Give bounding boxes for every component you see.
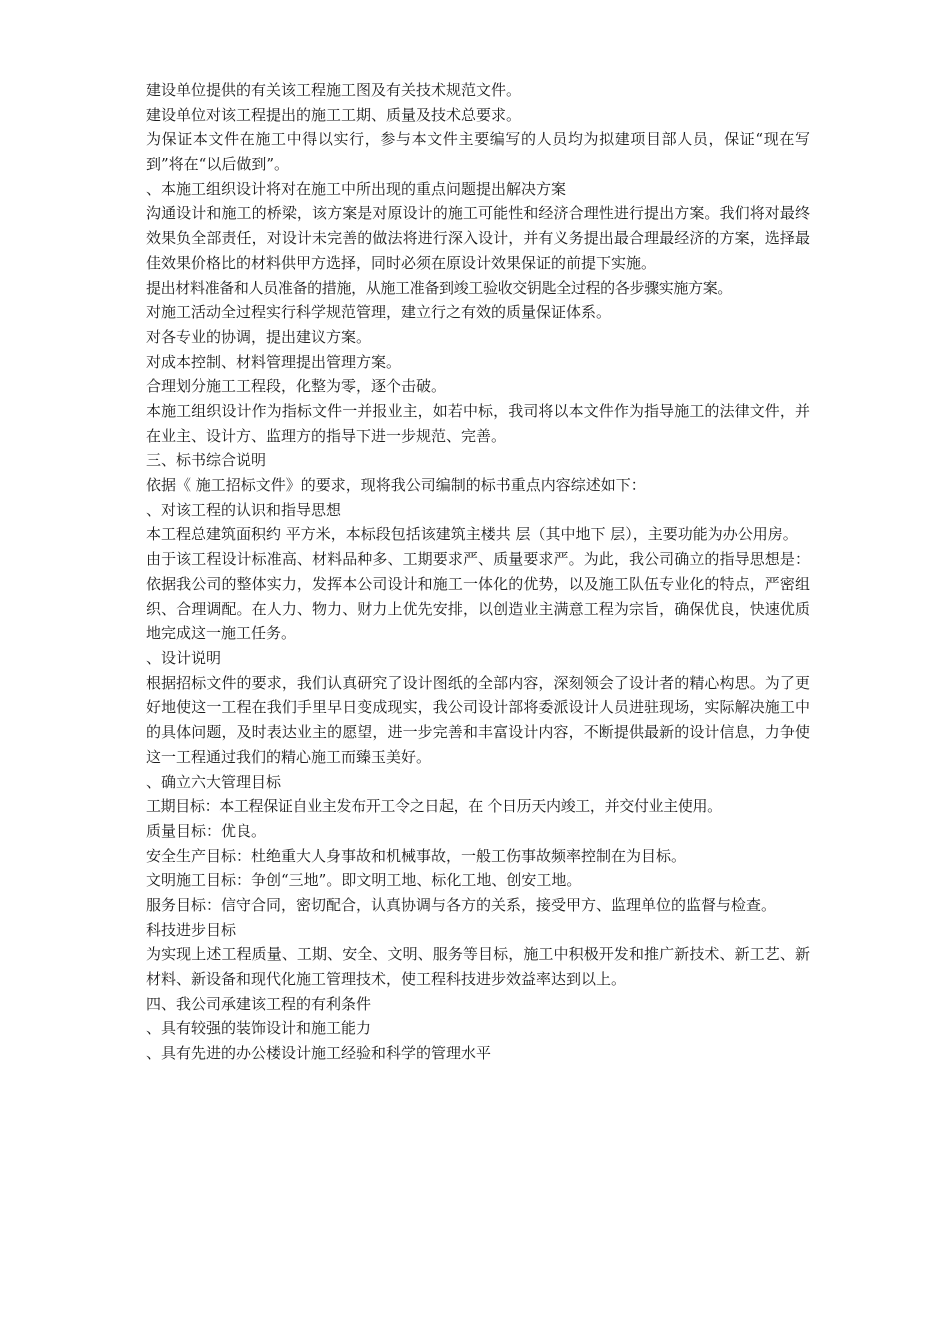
paragraph-7: 对施工活动全过程实行科学规范管理，建立行之有效的质量保证体系。 (146, 303, 612, 322)
section-heading-key-issues: 、本施工组织设计将对在施工中所出现的重点问题提出解决方案 (146, 179, 567, 198)
goal-quality: 质量目标：优良。 (146, 821, 267, 840)
paragraph-5: 沟通设计和施工的桥梁，该方案是对原设计的施工可能性和经济合理性进行提出方案。我们将对最终效果负全部责任，对设计未完善的做法将进行深入设计，并有义务提出最合理最经济的方案，选择最佳效果价格比的材料供甲方选择，同时必须在原设计效果保证的前提下实施。 (146, 204, 810, 272)
paragraph-9: 对成本控制、材料管理提出管理方案。 (146, 352, 402, 371)
paragraph-13: 依据《 施工招标文件》的要求，现将我公司编制的标书重点内容综述如下： (146, 476, 646, 495)
paragraph-2: 建设单位对该工程提出的施工工期、质量及技术总要求。 (146, 105, 522, 124)
section-heading-3: 三、标书综合说明 (146, 451, 267, 470)
goal-safety: 安全生产目标：杜绝重大人身事故和机械事故，一般工伤事故频率控制在为目标。 (146, 846, 687, 865)
subsection-heading-goals: 、确立六大管理目标 (146, 772, 282, 791)
paragraph-18: 根据招标文件的要求，我们认真研究了设计图纸的全部内容，深刻领会了设计者的精心构思。为了更好地使这一工程在我们手里早日变成现实，我公司设计部将委派设计人员进驻现场，实际解决施工中的具体问题，及时表达业主的愿望，进一步完善和丰富设计内容，不断提供最新的设计信息，力争使这一工程通过我们的精心施工而臻玉美好。 (146, 673, 810, 766)
paragraph-8: 对各专业的协调，提出建议方案。 (146, 327, 372, 346)
paragraph-26: 为实现上述工程质量、工期、安全、文明、服务等目标，施工中积极开发和推广新技术、新工艺、新材料、新设备和现代化施工管理技术，使工程科技进步效益率达到以上。 (146, 945, 810, 989)
paragraph-1: 建设单位提供的有关该工程施工图及有关技术规范文件。 (146, 81, 522, 99)
paragraph-16: 由于该工程设计标准高、材料品种多、工期要求严、质量要求严。为此，我公司确立的指导思想是：依据我公司的整体实力，发挥本公司设计和施工一体化的优势，以及施工队伍专业化的特点，严密组织、合理调配。在人力、物力、财力上优先安排，以创造业主满意工程为宗旨，确保优良，快速优质地完成这一施工任务。 (146, 550, 810, 643)
paragraph-15: 本工程总建筑面积约 平方米，本标段包括该建筑主楼共 层（其中地下 层），主要功能为办公用房。 (146, 525, 798, 544)
advantage-2: 、具有先进的办公楼设计施工经验和科学的管理水平 (146, 1044, 492, 1063)
goal-technology: 科技进步目标 (146, 920, 237, 939)
document-body (146, 78, 810, 1066)
paragraph-10: 合理划分施工工程段，化整为零，逐个击破。 (146, 377, 447, 396)
goal-schedule: 工期目标：本工程保证自业主发布开工令之日起，在 个日历天内竣工，并交付业主使用。 (146, 797, 722, 816)
section-heading-4: 四、我公司承建该工程的有利条件 (146, 994, 372, 1013)
subsection-heading-understanding: 、对该工程的认识和指导思想 (146, 500, 342, 519)
paragraph-6: 提出材料准备和人员准备的措施，从施工准备到竣工验收交钥匙全过程的各步骤实施方案。 (146, 278, 733, 297)
subsection-heading-design: 、设计说明 (146, 649, 222, 667)
goal-service: 服务目标：信守合同，密切配合，认真协调与各方的关系，接受甲方、监理单位的监督与检查。 (146, 895, 777, 914)
paragraph-3: 为保证本文件在施工中得以实行，参与本文件主要编写的人员均为拟建项目部人员，保证“现在写到”将在“以后做到”。 (146, 130, 810, 174)
advantage-1: 、具有较强的装饰设计和施工能力 (146, 1019, 372, 1038)
paragraph-11: 本施工组织设计作为指标文件一并报业主，如若中标，我司将以本文件作为指导施工的法律文件，并在业主、设计方、监理方的指导下进一步规范、完善。 (146, 402, 810, 445)
goal-civilized: 文明施工目标：争创“三地”。即文明工地、标化工地、创安工地。 (146, 871, 582, 890)
